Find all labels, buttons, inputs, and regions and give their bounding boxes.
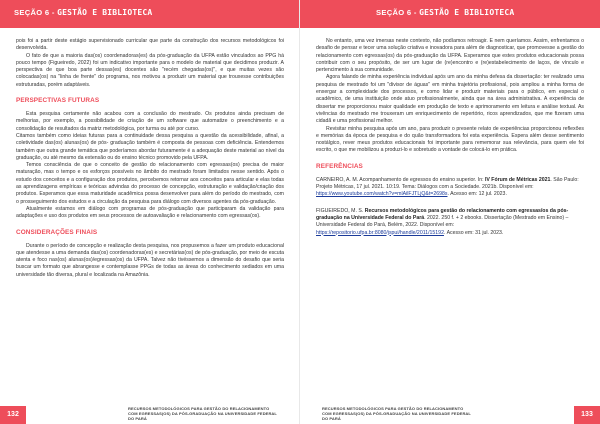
paragraph: pois foi a partir deste estágio supervisionado curricular que parte da construção dos recursos metodológicos foi desenvolvida. [16,38,284,52]
ref-text: . Acesso em: 31 jul. 2023. [443,229,504,236]
left-header-bar [0,0,300,28]
paragraph: No entanto, uma vez imersas neste contexto, não podíamos retroagir. E nem queríamos. Assim, enfrentamos o desafio de pensar e tecer uma solução criativa e inovadora para além de diagnosticar, que promovesse a gestão do relacionamento com egressas(os) da pós-graduação da UFPA. Esperamos que estes produtos educacionais possa contribuir com o seu propósito, de ser um lugar de (re)encontro e (re)estabelecimento de laços, de vínculo e pertencimento à sua comunidade. [316,38,584,74]
ref-link[interactable]: https://www.youtube.com/watch?v=mlAilFJTLjQ&t=2698s [316,191,448,198]
right-header-bar [300,0,600,28]
paragraph: Temos consciência de que o conceito de gestão do relacionamento com egressas(os) precisa de maior maturação, mas o tempo e os esforços possíveis no âmbito do mestrado foram limitados nesse sentido. Após o estudo dos conceitos e a configuração dos produtos, percebemos retornar aos conceitos para articular e elas todas as aprendizagens empíricas e teóricas advindas do processo de concepção, estruturação e validação/criação dos produtos. Esperamos que essa maturidade acadêmica possa desenvolver para além do período do mestrado, com o prosseguimento dos estudos e a circulação da pesquisa para diálogo com diversos agentes da pós-graduação. [16,162,284,205]
paragraph: Atualmente estamos em diálogo com programas de pós-graduação que participaram da validação para adaptações e uso dos produtos em seus processos de autoavaliação e relacionamento com egressas(os). [16,205,284,220]
ref-text: CARNEIRO, A. M. Acompanhamento de egressos do ensino superior. In: [316,176,485,183]
right-section-name: GESTÃO E BIBLIOTECA [419,8,515,17]
right-page [300,0,600,424]
paragraph: Agora falando de minha experiência individual após um ano da minha defesa da dissertação: ter realizado uma pesquisa de mestrado foi um "divisor de águas" em minha trajetória profissional, pois ampliou a minha forma de enxergar a complexidade dos processos, e como lidar e produzir materiais para o público, em especial o acadêmico, de uma instituição onde atuo profissionalmente, ainda que na área administrativa. A experiência de dissertar me proporcionou maior qualidade em produção de texto e aprimoramento em leitura e análise textual. As vivências do mestrado me trouxeram um enriquecimento de repertório, ricos aprendizados, que me fizeram uma cidadã e uma profissional melhor. [316,74,584,125]
heading-perspectivas-futuras: PERSPECTIVAS FUTURAS [16,97,100,105]
page-number: 133 [574,406,600,424]
left-section-title [14,8,152,17]
heading-consideracoes-finais: CONSIDERAÇÕES FINAIS [16,228,98,236]
right-section-prefix: SEÇÃO 6 - [376,8,420,17]
paragraph: Durante o período de concepção e realização desta pesquisa, nos propusemos a fazer um produto educacional que atendesse a uma demanda das(os) coordenadoras(es) e secretárias(os) de pós-graduação, por meio de escuta atenta e foco nas(os) alunas(os)/egressas(os) da UFPA. Talvez não tivéssemos a dimensão do desafio que seria buscar um formato que abrangesse e contemplasse PPGs de todas as áreas do conhecimento sediados em uma universidade tão diversa, plural e localizada na Amazônia. [16,242,284,278]
left-body [16,38,284,279]
right-section-title [376,8,514,17]
ref-text: . Acesso em: 12 jul. 2023. [447,191,507,198]
ref-text: FIGUEIREDO, M. S. [316,207,365,214]
ref-title: Recursos metodológicos para gestão do relacionamento com egressas/os da pós-graduação na Universidade Federal do Pará [316,207,569,221]
heading-referencias: REFERÊNCIAS [316,162,363,170]
left-section-prefix: SEÇÃO 6 - [14,8,58,17]
right-body [316,38,584,246]
left-footer [0,404,300,424]
references-list [316,177,584,237]
footer-caption: RECURSOS METODOLÓGICOS PARA GESTÃO DO RELACIONAMENTO COM EGRESSAS(OS) DA PÓS-GRADUAÇÃO NA UNIVERSIDADE FEDERAL DO PARÁ [128,406,277,421]
ref-title: IV Fórum de Métricas 2021 [484,176,551,183]
ref-text: . São Paulo: Projeto Métricas, 17 jul. 2021. 10:19. Tema: Diálogos com a Sociedade. 2021b. Disponível em: [316,176,579,191]
right-footer [300,404,600,424]
footer-caption: RECURSOS METODOLÓGICOS PARA GESTÃO DO RELACIONAMENTO COM EGRESSAS(OS) DA PÓS-GRADUAÇÃO NA UNIVERSIDADE FEDERAL DO PARÁ [322,406,471,421]
reference-item [316,177,584,199]
ref-link[interactable]: https://repositorio.ufpa.br:8080/jspui/handle/2011/15192 [316,229,444,236]
left-section-name: GESTÃO E BIBLIOTECA [57,8,153,17]
paragraph: Revisitar minha pesquisa após um ano, para produzir o presente relato de experiências proporcionou reflexões e memórias da época de pesquisa e do quão transformadora foi esta experiência. Espera além desse sentimento nostálgico, rever meus produtos educacionais foi importante para rememorar sua relevância, para quem ele foi escrito, o que me mobilizou a produzi-lo e sobretudo a vontade de colocá-lo em prática. [316,125,584,154]
paragraph: Esta pesquisa certamente não acabou com a conclusão do mestrado. Os produtos ainda precisam de melhorias, por exemplo, a possibilidade de criação de um software que automatize o preenchimento e a consolidação de resultados da matriz metodológica, por turma ou até por curso. [16,111,284,132]
paragraph: O fato de que a maioria das(os) coordenadoras(es) da pós-graduação da UFPA estão vinculados ao PPG há pouco tempo (Figueiredo, 2022) foi um indicativo importante para o modelo de material que decidimos produzir. A perspectiva de que boa parte dessas(es) docentes são "recém chegadas(os)", e que muitas vezes são colocadas(os) na "linha de frente" do programa, nos motivou a produzir um material que trouxesse contribuições estruturadas, porém adaptáveis. [16,52,284,88]
reference-item [316,208,584,237]
paragraph: Citamos também como ideias futuras para a continuidade dessa pesquisa a questão da acessibilidade, afinal, a coletividade das(os) alunas(os) de pós- graduação também é composta de pessoas com deficiência. Entendemos também que outra grande temática que poderíamos abordar futuramente é a adequação deste material ao nível da graduação, ou até mesmo da extensão ou do ensino técnico promovido pela UFPA. [16,132,284,161]
page-number: 132 [0,406,26,424]
ref-text: . 2022. 250 f. + 2 ebooks. Dissertação (Mestrado em Ensino) – Universidade Federal do Pará, Belém, 2022. Disponível em: [316,214,569,229]
